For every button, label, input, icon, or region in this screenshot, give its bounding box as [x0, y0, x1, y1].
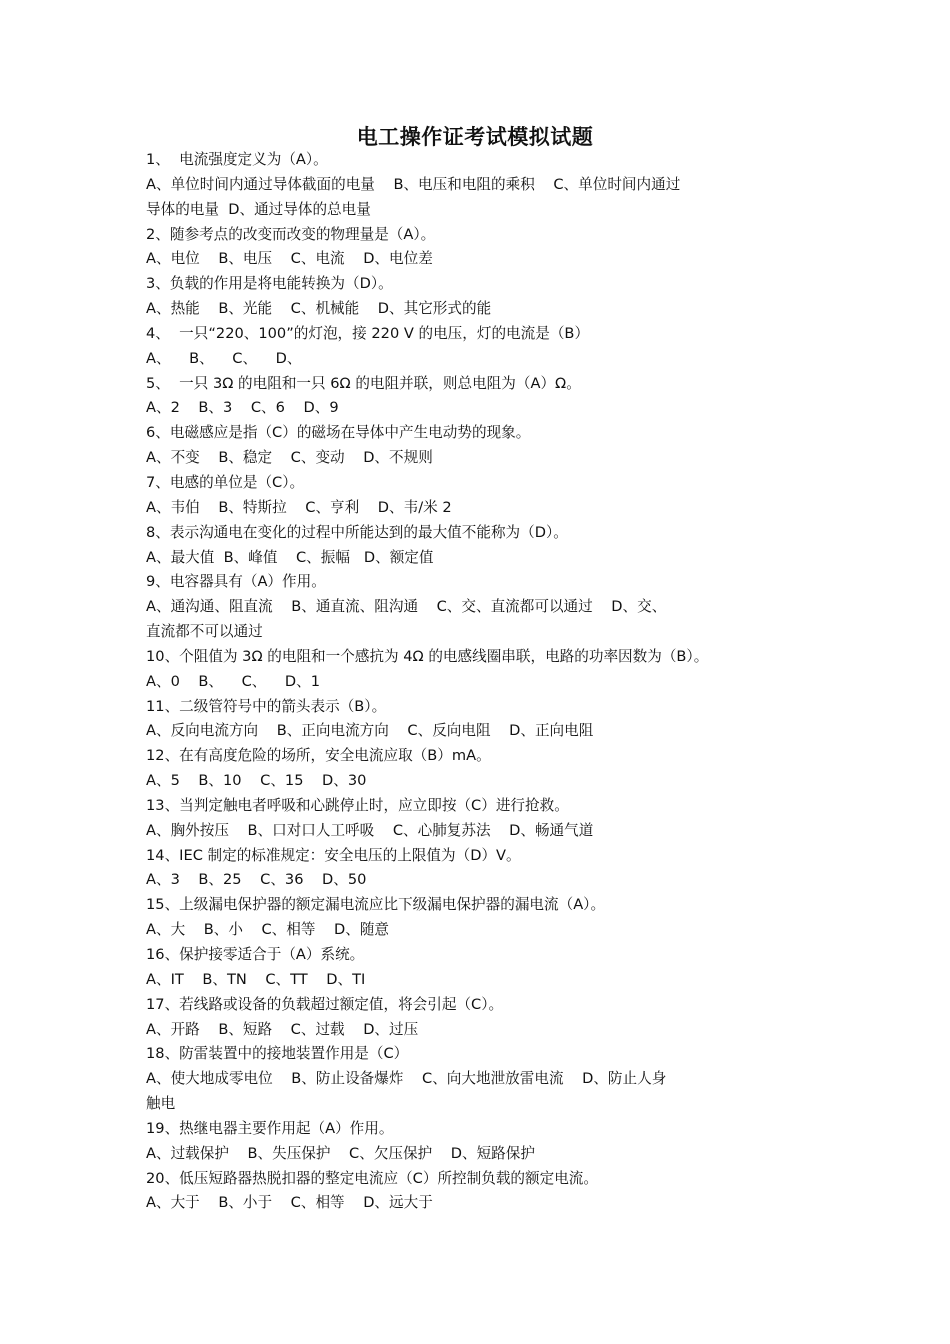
text-line: A、使大地成零电位 B、防止设备爆炸 C、向大地泄放雷电流 D、防止人身 — [146, 1070, 667, 1088]
question-list — [146, 148, 816, 1216]
document-title: 电工操作证考试模拟试题 — [356, 124, 594, 149]
text-line: A、不变 B、稳定 C、变动 D、不规则 — [146, 449, 433, 467]
text-line: 直流都不可以通过 — [146, 623, 263, 641]
text-line: A、2 B、3 C、6 D、9 — [146, 399, 339, 417]
text-line: 3、负载的作用是将电能转换为（D）。 — [146, 275, 393, 293]
text-line: 14、IEC 制定的标准规定：安全电压的上限值为（D）V。 — [146, 846, 521, 864]
text-line: A、胸外按压 B、口对口人工呼吸 C、心肺复苏法 D、畅通气道 — [146, 821, 594, 839]
text-line: 触电 — [146, 1095, 176, 1113]
text-line: A、过载保护 B、失压保护 C、欠压保护 D、短路保护 — [146, 1144, 535, 1162]
text-line: A、韦伯 B、特斯拉 C、亨利 D、韦/米 2 — [146, 498, 452, 516]
text-line: 13、当判定触电者呼吸和心跳停止时，应立即按（C）进行抢救。 — [146, 796, 569, 814]
text-line: 20、低压短路器热脱扣器的整定电流应（C）所控制负载的额定电流。 — [146, 1169, 598, 1187]
text-line: 16、保护接零适合于（A）系统。 — [146, 946, 365, 963]
text-line: A、大于 B、小于 C、相等 D、远大于 — [146, 1194, 433, 1212]
text-line: 1、 电流强度定义为（A）。 — [146, 151, 328, 168]
text-line: A、3 B、25 C、36 D、50 — [146, 871, 367, 889]
text-line: A、0 B、 C、 D、1 — [146, 672, 321, 690]
text-line: 5、 一只 3Ω 的电阻和一只 6Ω 的电阻并联，则总电阻为（A）Ω。 — [146, 374, 581, 392]
text-line: 6、电磁感应是指（C）的磁场在导体中产生电动势的现象。 — [146, 424, 531, 442]
text-line: 11、二级管符号中的箭头表示（B）。 — [146, 697, 387, 715]
text-line: A、单位时间内通过导体截面的电量 B、电压和电阻的乘积 C、单位时间内通过 — [146, 175, 681, 193]
text-line: 18、防雷装置中的接地装置作用是（C） — [146, 1045, 409, 1063]
text-line: 7、电感的单位是（C）。 — [146, 473, 305, 491]
text-line: A、通沟通、阻直流 B、通直流、阻沟通 C、交、直流都可以通过 D、交、 — [146, 598, 667, 616]
text-line: A、最大值 B、峰值 C、振幅 D、额定值 — [146, 548, 434, 566]
text-line: A、电位 B、电压 C、电流 D、电位差 — [146, 250, 433, 268]
text-line: 8、表示沟通电在变化的过程中所能达到的最大值不能称为（D）。 — [146, 523, 568, 541]
text-line: 2、随参考点的改变而改变的物理量是（A）。 — [146, 225, 436, 243]
text-line: 导体的电量 D、通过导体的总电量 — [146, 200, 371, 218]
text-line: 10、个阻值为 3Ω 的电阻和一个感抗为 4Ω 的电感线圈串联，电路的功率因数为（B）。 — [146, 647, 709, 665]
text-line: A、开路 B、短路 C、过载 D、过压 — [146, 1020, 419, 1038]
text-line: 4、 一只“220、100”的灯泡，接 220 V 的电压，灯的电流是（B） — [146, 324, 590, 342]
text-line: A、热能 B、光能 C、机械能 D、其它形式的能 — [146, 300, 492, 318]
text-line: 15、上级漏电保护器的额定漏电流应比下级漏电保护器的漏电流（A）。 — [146, 896, 606, 914]
text-line: A、IT B、TN C、TT D、TI — [146, 970, 366, 988]
text-line: A、反向电流方向 B、正向电流方向 C、反向电阻 D、正向电阻 — [146, 722, 594, 740]
text-line: 9、电容器具有（A）作用。 — [146, 573, 326, 591]
text-line: A、大 B、小 C、相等 D、随意 — [146, 921, 390, 939]
text-line: 12、在有高度危险的场所，安全电流应取（B）mA。 — [146, 747, 491, 765]
text-line: 17、若线路或设备的负载超过额定值，将会引起（C）。 — [146, 995, 504, 1013]
text-line: A、5 B、10 C、15 D、30 — [146, 772, 367, 790]
text-line: 19、热继电器主要作用起（A）作用。 — [146, 1119, 394, 1137]
text-line: A、 B、 C、 D、 — [146, 349, 302, 367]
